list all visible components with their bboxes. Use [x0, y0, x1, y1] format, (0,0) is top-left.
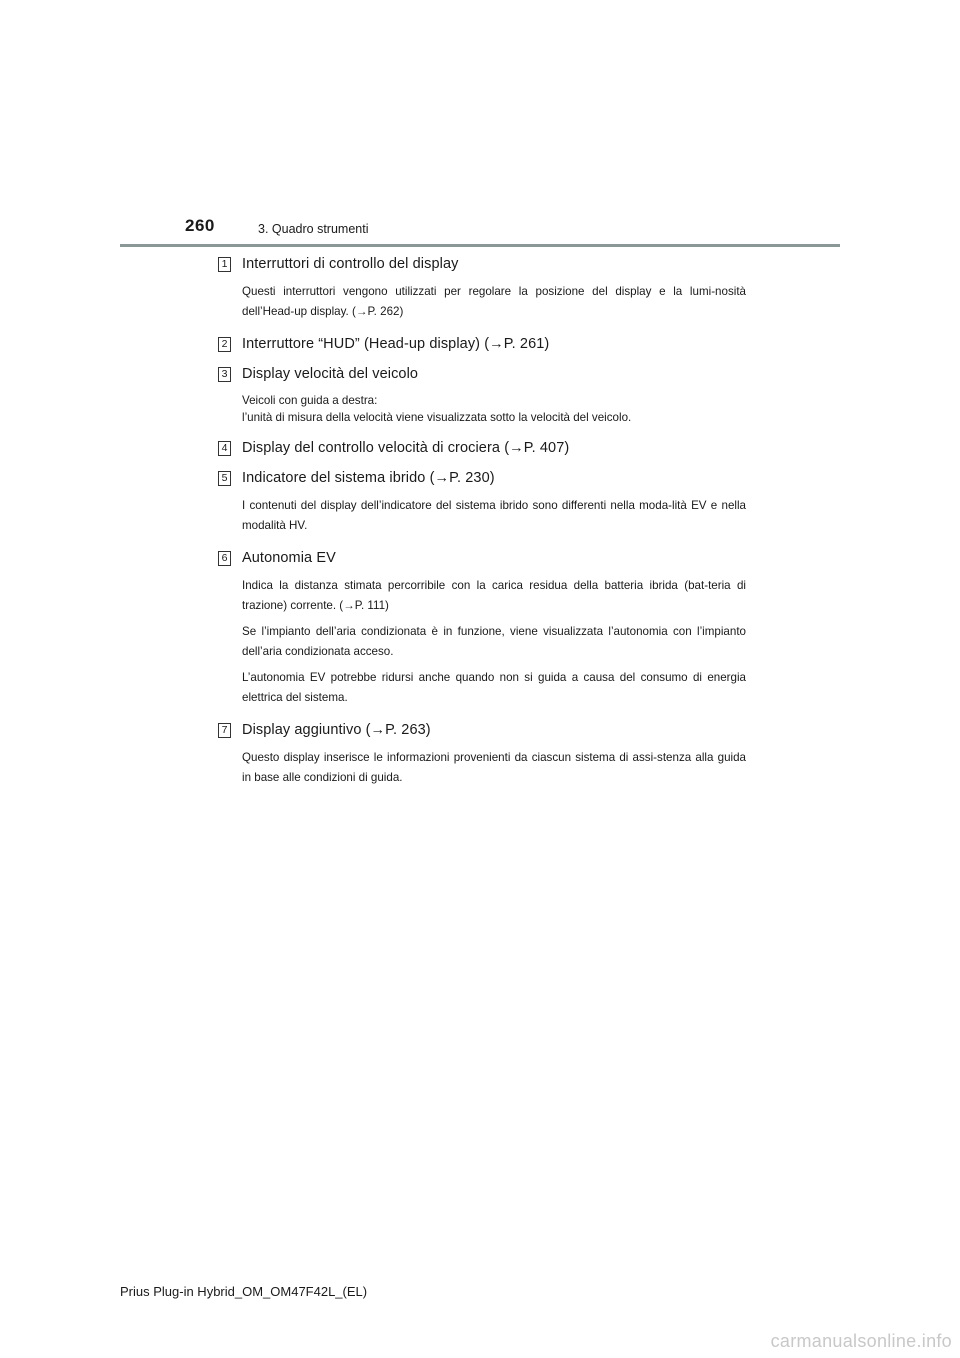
- item-title: Interruttori di controllo del display: [242, 256, 459, 272]
- item-description: Indica la distanza stimata percorribile con la carica residua della batteria ibrida (bat-teria di trazione) corrente. (→P. 111): [242, 579, 746, 612]
- list-item: [218, 718, 746, 788]
- item-description: Se l’impianto dell’aria condizionata è in funzione, viene visualizzata l’autonomia con l’impianto dell’aria condizionata acceso.: [242, 625, 746, 658]
- item-title: Indicatore del sistema ibrido (→P. 230): [242, 470, 495, 486]
- item-title: Interruttore “HUD” (Head-up display) (→P. 261): [242, 336, 550, 352]
- page-number: 260: [185, 216, 215, 235]
- item-description: L’autonomia EV potrebbe ridursi anche quando non si guida a causa del consumo di energia elettrica del sistema.: [242, 671, 746, 704]
- item-description: Veicoli con guida a destra:: [242, 394, 378, 407]
- item-number-badge: 3: [218, 367, 231, 382]
- list-item: [218, 332, 746, 356]
- item-number-badge: 5: [218, 471, 231, 486]
- item-number-badge: 4: [218, 441, 231, 456]
- list-item: [218, 436, 746, 460]
- list-item: [218, 546, 746, 708]
- document-id: Prius Plug-in Hybrid_OM_OM47F42L_(EL): [120, 1284, 368, 1299]
- list-item: [218, 252, 746, 322]
- item-description: Questi interruttori vengono utilizzati per regolare la posizione del display e la lumi-nosità dell’Head-up display. (→P. 262): [242, 285, 746, 318]
- item-number-badge: 2: [218, 337, 231, 352]
- item-number-badge: 1: [218, 257, 231, 272]
- content-list: [218, 252, 746, 788]
- item-description: l’unità di misura della velocità viene visualizzata sotto la velocità del veicolo.: [242, 411, 632, 424]
- section-title: 3. Quadro strumenti: [258, 222, 369, 236]
- item-title: Display velocità del veicolo: [242, 366, 419, 382]
- item-title: Autonomia EV: [242, 550, 336, 566]
- item-number-badge: 6: [218, 551, 231, 566]
- item-number-badge: 7: [218, 723, 231, 738]
- item-title: Display del controllo velocità di crociera (→P. 407): [242, 440, 570, 456]
- header-rule: [120, 244, 840, 247]
- item-description: I contenuti del display dell’indicatore del sistema ibrido sono differenti nella moda-lità EV e nella modalità HV.: [242, 499, 746, 532]
- item-description: Questo display inserisce le informazioni provenienti da ciascun sistema di assi-stenza alla guida in base alle condizioni di guida.: [242, 751, 746, 784]
- watermark: carmanualsonline.info: [770, 1331, 952, 1351]
- item-title: Display aggiuntivo (→P. 263): [242, 722, 431, 738]
- list-item: [218, 362, 746, 426]
- list-item: [218, 466, 746, 536]
